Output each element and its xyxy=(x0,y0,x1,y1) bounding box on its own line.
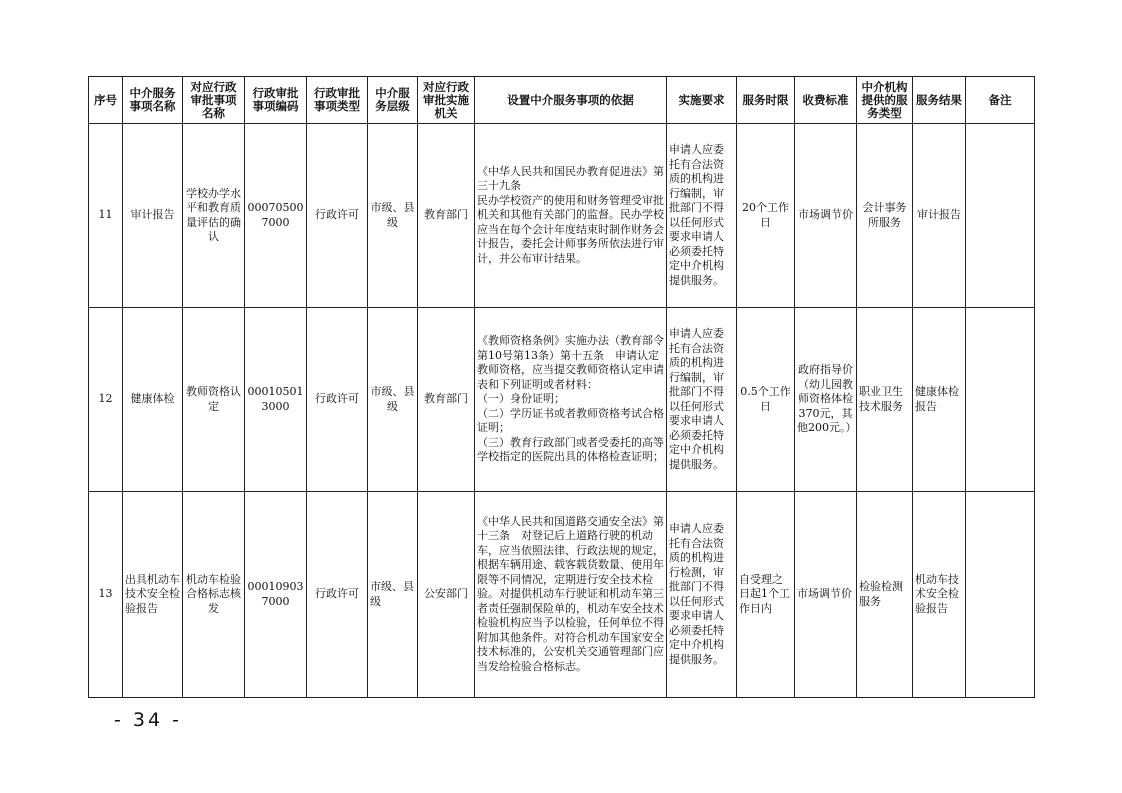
cell-fee-standard: 市场调节价 xyxy=(795,124,857,308)
header-approval-code: 行政审批事项编码 xyxy=(245,77,307,124)
cell-service-level: 市级、县级 xyxy=(368,492,418,698)
cell-provider-type: 检验检测服务 xyxy=(857,492,913,698)
cell-basis: 《中华人民共和国道路交通安全法》第十三条 对登记后上道路行驶的机动车，应当依照法律、行政法规的规定，根据车辆用途、载客载货数量、使用年限等不同情况，定期进行安全技术检验。对提供机动车行驶证和机动车第三者责任强制保险单的，机动车安全技术检验机构应当予以检验，任何单位不得附加其他条件。对符合机动车国家安全技术标准的，公安机关交通管理部门应当发给检验合格标志。 xyxy=(475,492,667,698)
cell-fee-standard: 政府指导价（幼儿园教师资格体检370元，其他200元。） xyxy=(795,308,857,492)
cell-result: 健康体检报告 xyxy=(913,308,966,492)
cell-basis: 《中华人民共和国民办教育促进法》第三十九条 民办学校资产的使用和财务管理受审批机关和其他有关部门的监督。民办学校应当在每个会计年度结束时制作财务会计报告，委托会计师事务所依法进行审计，并公布审计结果。 xyxy=(475,124,667,308)
cell-agency: 教育部门 xyxy=(418,308,475,492)
header-approval-item: 对应行政审批事项名称 xyxy=(183,77,245,124)
cell-time-limit: 20个工作日 xyxy=(737,124,795,308)
cell-seq: 13 xyxy=(89,492,123,698)
cell-time-limit: 0.5个工作日 xyxy=(737,308,795,492)
cell-approval-type: 行政许可 xyxy=(307,124,368,308)
header-result: 服务结果 xyxy=(913,77,966,124)
cell-requirement: 申请人应委托有合法资质的机构进行编制，审批部门不得以任何形式要求申请人必须委托特定中介机构提供服务。 xyxy=(667,124,737,308)
cell-service-name: 审计报告 xyxy=(123,124,183,308)
header-service-name: 中介服务事项名称 xyxy=(123,77,183,124)
cell-result: 机动车技术安全检验报告 xyxy=(913,492,966,698)
cell-service-name: 健康体检 xyxy=(123,308,183,492)
page-number: - 34 - xyxy=(114,709,182,731)
header-seq: 序号 xyxy=(89,77,123,124)
cell-approval-item: 教师资格认定 xyxy=(183,308,245,492)
header-requirement: 实施要求 xyxy=(667,77,737,124)
service-items-table xyxy=(88,76,1035,698)
header-basis: 设置中介服务事项的依据 xyxy=(475,77,667,124)
cell-provider-type: 职业卫生技术服务 xyxy=(857,308,913,492)
cell-approval-item: 机动车检验合格标志核发 xyxy=(183,492,245,698)
cell-approval-type: 行政许可 xyxy=(307,308,368,492)
cell-approval-item: 学校办学水平和教育质量评估的确认 xyxy=(183,124,245,308)
cell-remark xyxy=(966,308,1035,492)
cell-requirement: 申请人应委托有合法资质的机构进行检测，审批部门不得以任何形式要求申请人必须委托特定中介机构提供服务。 xyxy=(667,492,737,698)
cell-seq: 12 xyxy=(89,308,123,492)
cell-result: 审计报告 xyxy=(913,124,966,308)
table-row xyxy=(89,492,1035,698)
cell-service-level: 市级、县级 xyxy=(368,124,418,308)
table-row xyxy=(89,124,1035,308)
cell-approval-code: 000105013000 xyxy=(245,308,307,492)
header-remark: 备注 xyxy=(966,77,1035,124)
cell-agency: 公安部门 xyxy=(418,492,475,698)
cell-fee-standard: 市场调节价 xyxy=(795,492,857,698)
cell-requirement: 申请人应委托有合法资质的机构进行编制，审批部门不得以任何形式要求申请人必须委托特定中介机构提供服务。 xyxy=(667,308,737,492)
cell-agency: 教育部门 xyxy=(418,124,475,308)
cell-approval-type: 行政许可 xyxy=(307,492,368,698)
cell-seq: 11 xyxy=(89,124,123,308)
cell-service-name: 出具机动车技术安全检验报告 xyxy=(123,492,183,698)
cell-time-limit: 自受理之日起1个工作日内 xyxy=(737,492,795,698)
cell-approval-code: 000109037000 xyxy=(245,492,307,698)
header-fee-standard: 收费标准 xyxy=(795,77,857,124)
cell-provider-type: 会计事务所服务 xyxy=(857,124,913,308)
cell-remark xyxy=(966,492,1035,698)
cell-basis: 《教师资格条例》实施办法（教育部令第10号第13条）第十五条 申请认定教师资格，应当提交教师资格认定申请表和下列证明或者材料： （一）身份证明； （二）学历证书或者教师资格考试合格证明； （三）教育行政部门或者受委托的高等学校指定的医院出具的体格检查证明； xyxy=(475,308,667,492)
header-provider-type: 中介机构提供的服务类型 xyxy=(857,77,913,124)
table-header-row xyxy=(89,77,1035,124)
cell-service-level: 市级、县级 xyxy=(368,308,418,492)
header-time-limit: 服务时限 xyxy=(737,77,795,124)
cell-remark xyxy=(966,124,1035,308)
header-agency: 对应行政审批实施机关 xyxy=(418,77,475,124)
table-row xyxy=(89,308,1035,492)
header-service-level: 中介服务层级 xyxy=(368,77,418,124)
header-approval-type: 行政审批事项类型 xyxy=(307,77,368,124)
cell-approval-code: 000705007000 xyxy=(245,124,307,308)
